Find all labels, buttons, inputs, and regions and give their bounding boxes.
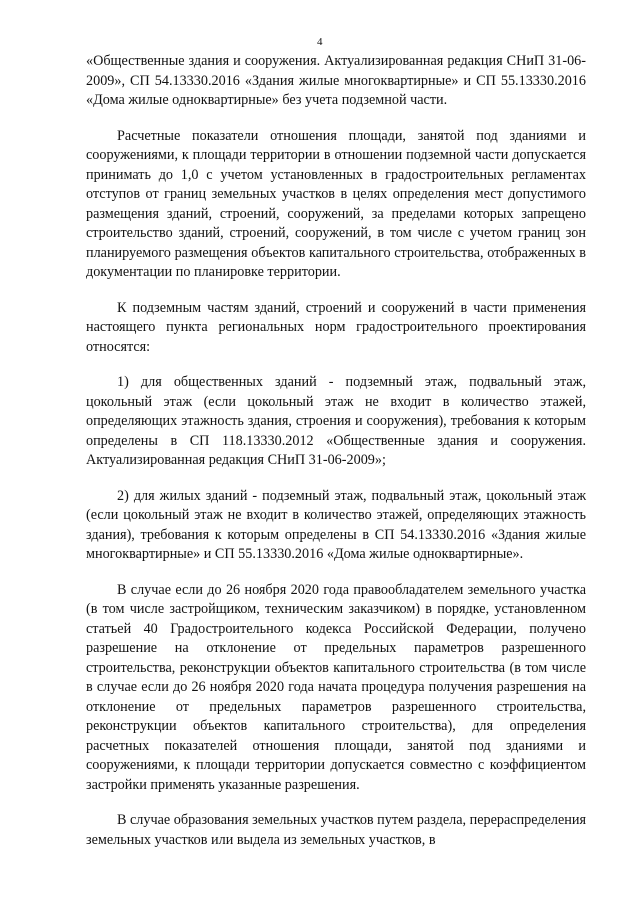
list-item-public-buildings: 1) для общественных зданий - подземный этаж, подвальный этаж, цокольный этаж (если цокольный этаж не входит в количество этажей, определяющих этажность здания, строения и сооружения), требования к которым определены в СП 118.13330.2012 «Общественные здания и сооружения. Актуализированная редакция СНиП 31-06-2009»; bbox=[86, 374, 586, 468]
paragraph-underground-parts: К подземным частям зданий, строений и сооружений в части применения настоящего пункта региональных норм градостроительного проектирования относятся: bbox=[86, 299, 586, 355]
paragraph-permit-deviation: В случае если до 26 ноября 2020 года правообладателем земельного участка (в том числе застройщиком, техническим заказчиком) в порядке, установленном статьей 40 Градостроительного кодекса Российской Федерации, получено разрешение на отклонение от предельных параметров разрешенного строительства, реконструкции объектов капитального строительства (в том числе в случае если до 26 ноября 2020 года начата процедура получения разрешения на отклонение от предельных параметров разрешенного строительства, реконструкции объектов капитального строительства), для определения расчетных показателей отношения площади, занятой под зданиями и сооружениями, к площади территории допускается совместно с коэффициентом застройки применять указанные разрешения. bbox=[86, 581, 586, 793]
paragraph-calculation-indicators: Расчетные показатели отношения площади, занятой под зданиями и сооружениями, к площади территории в отношении подземной части допускается принимать до 1,0 с учетом установленных в градостроительных регламентах отступов от границ земельных участков в целях определения мест допустимого размещения зданий, строений, сооружений, за пределами которых запрещено строительство зданий, строений, сооружений, в том числе с учетом границ зон планируемого размещения объектов капитального строительства, отображенных в документации по планировке территории. bbox=[86, 127, 586, 280]
list-item-residential-buildings: 2) для жилых зданий - подземный этаж, подвальный этаж, цокольный этаж (если цокольный этаж не входит в количество этажей, определяющих этажность здания), требования к которым определены в СП 54.13330.2016 «Здания жилые многоквартирные» и СП 55.13330.2016 «Дома жилые одноквартирные». bbox=[86, 487, 586, 562]
document-body bbox=[86, 52, 586, 866]
paragraph-land-division: В случае образования земельных участков путем раздела, перераспределения земельных участков или выдела из земельных участков, в bbox=[86, 812, 586, 848]
page-number: 4 bbox=[317, 36, 323, 48]
paragraph-continuation: «Общественные здания и сооружения. Актуализированная редакция СНиП 31-06-2009», СП 54.13330.2016 «Здания жилые многоквартирные» и СП 55.13330.2016 «Дома жилые одноквартирные» без учета подземной части. bbox=[86, 53, 586, 108]
